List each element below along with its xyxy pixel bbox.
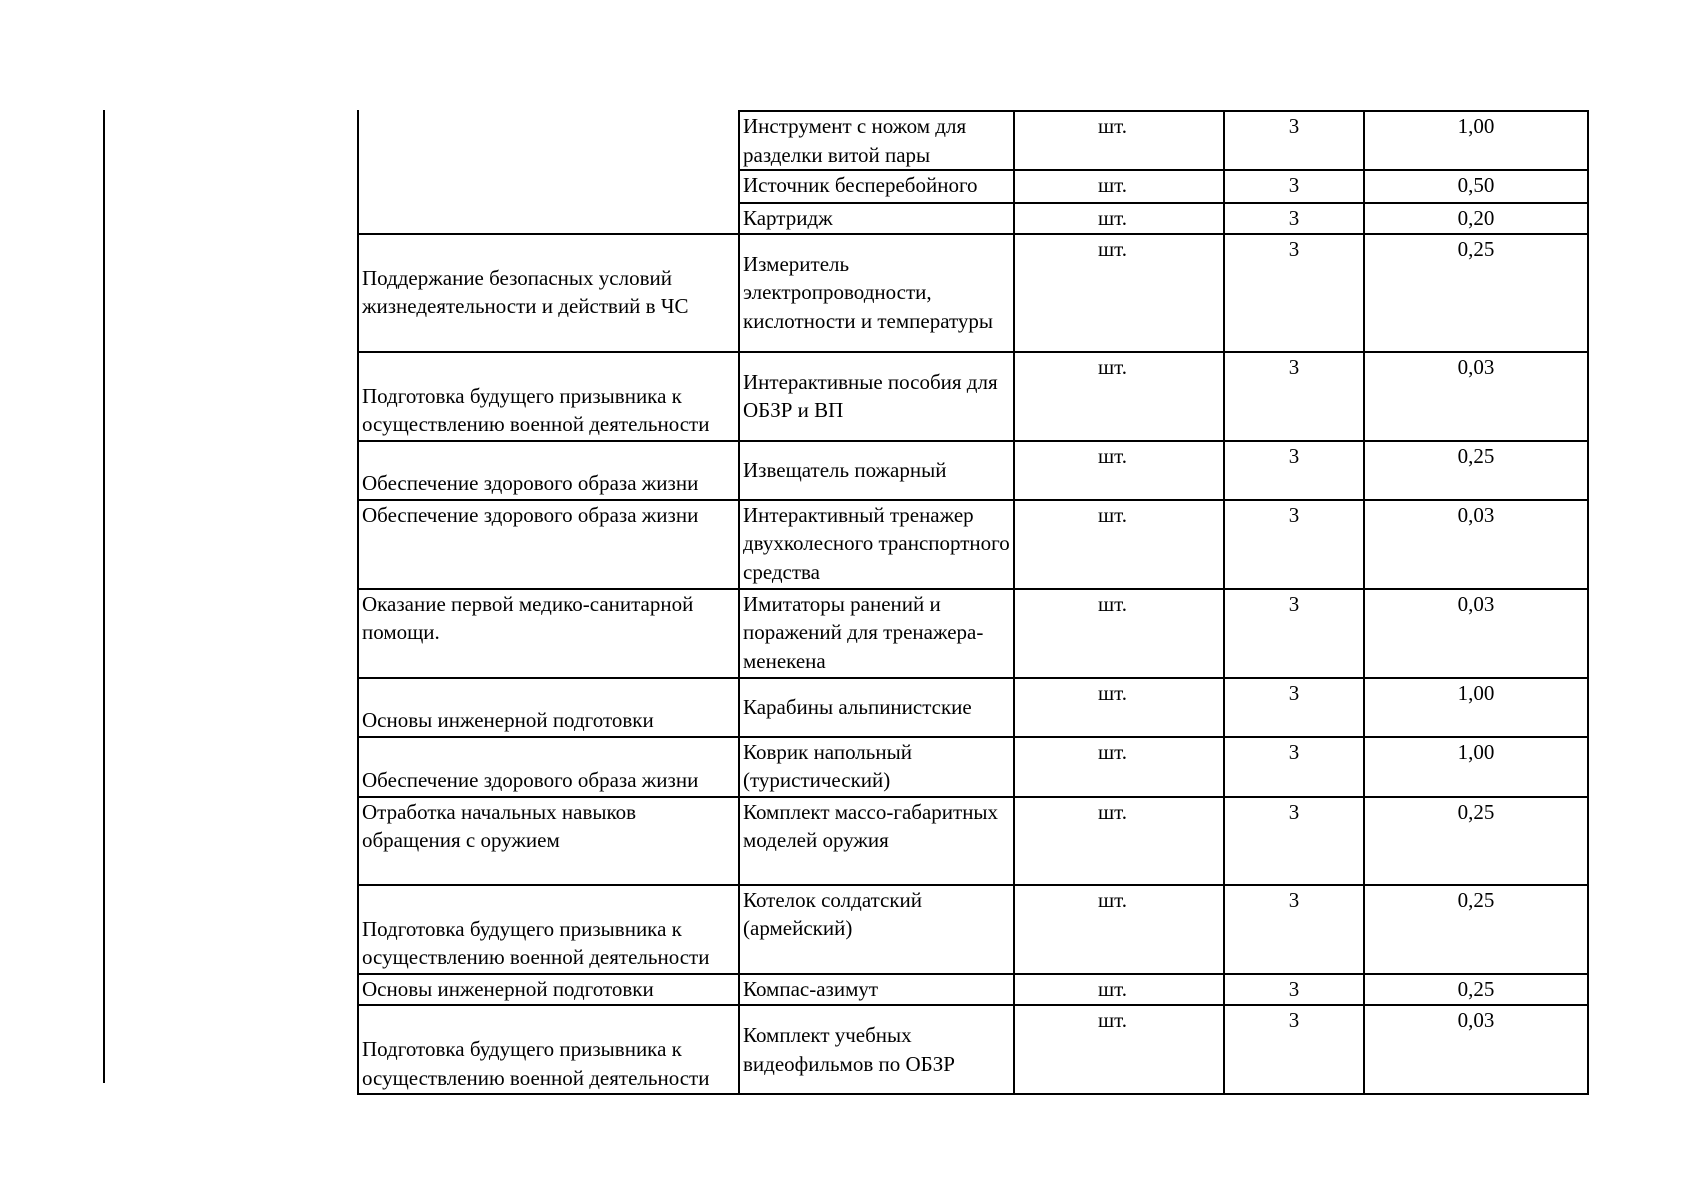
value-cell: 0,25 bbox=[1364, 974, 1588, 1006]
item-cell: Карабины альпинистские bbox=[739, 678, 1014, 737]
table-row bbox=[358, 352, 1588, 441]
value-cell: 0,03 bbox=[1364, 1005, 1588, 1094]
page-left-rule bbox=[103, 110, 105, 1083]
item-cell: Компас-азимут bbox=[739, 974, 1014, 1006]
section-cell bbox=[358, 170, 739, 203]
table-row bbox=[358, 1005, 1588, 1094]
unit-cell: шт. bbox=[1014, 974, 1224, 1006]
unit-cell: шт. bbox=[1014, 678, 1224, 737]
unit-cell: шт. bbox=[1014, 737, 1224, 797]
table-row bbox=[358, 500, 1588, 589]
unit-cell: шт. bbox=[1014, 170, 1224, 203]
item-cell: Картридж bbox=[739, 203, 1014, 234]
table-row bbox=[358, 737, 1588, 797]
value-cell: 0,25 bbox=[1364, 234, 1588, 352]
unit-cell: шт. bbox=[1014, 1005, 1224, 1094]
equipment-table bbox=[357, 110, 1589, 1095]
qty-cell: 3 bbox=[1224, 678, 1364, 737]
qty-cell: 3 bbox=[1224, 441, 1364, 500]
table-row bbox=[358, 678, 1588, 737]
table-row bbox=[358, 111, 1588, 170]
qty-cell: 3 bbox=[1224, 974, 1364, 1006]
section-cell: Отработка начальных навыков обращения с оружием bbox=[358, 797, 739, 885]
unit-cell: шт. bbox=[1014, 111, 1224, 170]
section-cell: Подготовка будущего призывника к осуществлению военной деятельности bbox=[358, 352, 739, 441]
item-cell: Источник бесперебойного bbox=[739, 170, 1014, 203]
table-row bbox=[358, 203, 1588, 234]
value-cell: 0,50 bbox=[1364, 170, 1588, 203]
section-cell: Обеспечение здорового образа жизни bbox=[358, 737, 739, 797]
unit-cell: шт. bbox=[1014, 352, 1224, 441]
section-cell: Поддержание безопасных условий жизнедеятельности и действий в ЧС bbox=[358, 234, 739, 352]
table-row bbox=[358, 589, 1588, 678]
qty-cell: 3 bbox=[1224, 1005, 1364, 1094]
qty-cell: 3 bbox=[1224, 885, 1364, 974]
item-cell: Инструмент с ножом для разделки витой пары bbox=[739, 111, 1014, 170]
table-row bbox=[358, 170, 1588, 203]
qty-cell: 3 bbox=[1224, 170, 1364, 203]
section-cell: Подготовка будущего призывника к осуществлению военной деятельности bbox=[358, 1005, 739, 1094]
section-cell bbox=[358, 203, 739, 234]
unit-cell: шт. bbox=[1014, 797, 1224, 885]
section-cell: Обеспечение здорового образа жизни bbox=[358, 441, 739, 500]
qty-cell: 3 bbox=[1224, 500, 1364, 589]
section-column-left-border bbox=[357, 110, 359, 230]
item-cell: Интерактивный тренажер двухколесного транспортного средства bbox=[739, 500, 1014, 589]
table-row bbox=[358, 234, 1588, 352]
item-cell: Котелок солдатский (армейский) bbox=[739, 885, 1014, 974]
item-cell: Измеритель электропроводности, кислотности и температуры bbox=[739, 234, 1014, 352]
item-cell: Комплект учебных видеофильмов по ОБЗР bbox=[739, 1005, 1014, 1094]
qty-cell: 3 bbox=[1224, 352, 1364, 441]
item-cell: Извещатель пожарный bbox=[739, 441, 1014, 500]
section-cell bbox=[358, 111, 739, 170]
unit-cell: шт. bbox=[1014, 203, 1224, 234]
unit-cell: шт. bbox=[1014, 885, 1224, 974]
value-cell: 0,03 bbox=[1364, 589, 1588, 678]
qty-cell: 3 bbox=[1224, 111, 1364, 170]
value-cell: 1,00 bbox=[1364, 678, 1588, 737]
value-cell: 0,20 bbox=[1364, 203, 1588, 234]
unit-cell: шт. bbox=[1014, 441, 1224, 500]
value-cell: 0,25 bbox=[1364, 441, 1588, 500]
section-cell: Подготовка будущего призывника к осуществлению военной деятельности bbox=[358, 885, 739, 974]
section-cell: Оказание первой медико-санитарной помощи. bbox=[358, 589, 739, 678]
qty-cell: 3 bbox=[1224, 589, 1364, 678]
qty-cell: 3 bbox=[1224, 797, 1364, 885]
item-cell: Имитаторы ранений и поражений для тренажера-менекена bbox=[739, 589, 1014, 678]
table-row bbox=[358, 797, 1588, 885]
unit-cell: шт. bbox=[1014, 234, 1224, 352]
unit-cell: шт. bbox=[1014, 589, 1224, 678]
item-cell: Интерактивные пособия для ОБЗР и ВП bbox=[739, 352, 1014, 441]
value-cell: 0,25 bbox=[1364, 885, 1588, 974]
value-cell: 1,00 bbox=[1364, 737, 1588, 797]
section-cell: Основы инженерной подготовки bbox=[358, 974, 739, 1006]
table-row bbox=[358, 885, 1588, 974]
table-row bbox=[358, 974, 1588, 1006]
item-cell: Коврик напольный (туристический) bbox=[739, 737, 1014, 797]
section-cell: Обеспечение здорового образа жизни bbox=[358, 500, 739, 589]
item-cell: Комплект массо-габаритных моделей оружия bbox=[739, 797, 1014, 885]
value-cell: 0,03 bbox=[1364, 352, 1588, 441]
value-cell: 1,00 bbox=[1364, 111, 1588, 170]
section-cell: Основы инженерной подготовки bbox=[358, 678, 739, 737]
qty-cell: 3 bbox=[1224, 234, 1364, 352]
qty-cell: 3 bbox=[1224, 737, 1364, 797]
value-cell: 0,25 bbox=[1364, 797, 1588, 885]
qty-cell: 3 bbox=[1224, 203, 1364, 234]
table-row bbox=[358, 441, 1588, 500]
value-cell: 0,03 bbox=[1364, 500, 1588, 589]
unit-cell: шт. bbox=[1014, 500, 1224, 589]
